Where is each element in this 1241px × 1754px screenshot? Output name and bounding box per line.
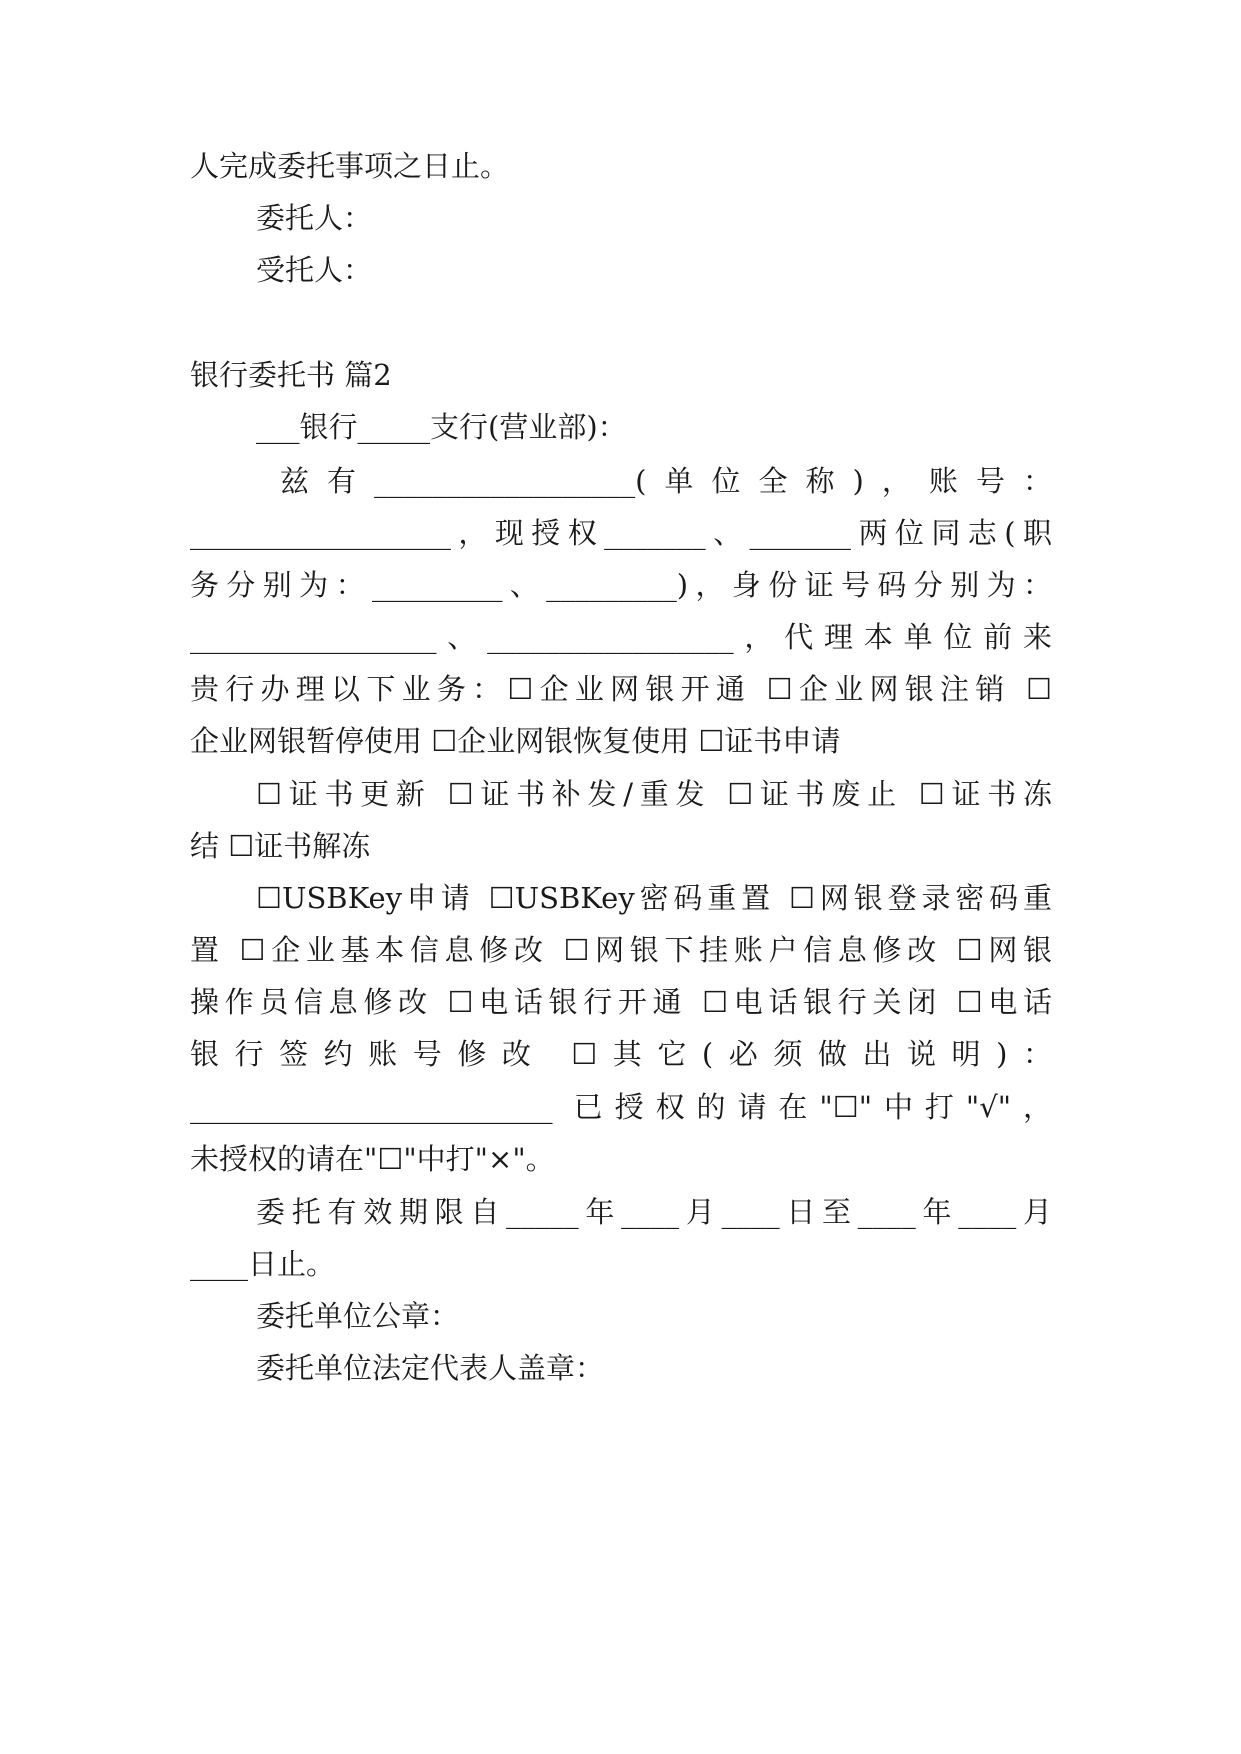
text-line: ☐证书更新 ☐证书补发/重发 ☐证书废止 ☐证书冻 [256,777,1052,811]
text-line: __________________，现授权_______、_______两位同志(职 [190,516,1052,550]
company-seal-label: 委托单位公章： [256,1299,460,1333]
text-line: 操作员信息修改 ☐电话银行开通 ☐电话银行关闭 ☐电话 [190,985,1052,1019]
text-line: ____日止。 [190,1247,336,1281]
legal-rep-seal-label: 委托单位法定代表人盖章： [256,1351,605,1385]
text-line: 兹有__________________(单位全称)，账号： [280,464,1052,498]
text-line: 人完成委托事项之日止。 [190,149,510,183]
text-line: 置 ☐企业基本信息修改 ☐网银下挂账户信息修改 ☐网银 [190,933,1052,967]
text-line: 企业网银暂停使用 ☐企业网银恢复使用 ☐证书申请 [190,724,841,758]
validity-period-line: 委托有效期限自_____年____月____日至____年____月 [256,1195,1052,1229]
entrustor-label: 委托人： [256,201,373,235]
text-line: 结 ☐证书解冻 [190,829,371,863]
text-line: 贵行办理以下业务：☐企业网银开通 ☐企业网银注销 ☐ [190,672,1052,706]
text-line: 银行签约账号修改 ☐其它(必须做出说明)： [190,1037,1052,1071]
text-line: _________________________ 已授权的请在"☐"中打"√"， [190,1090,1052,1124]
addressee-line: ___银行_____支行(营业部)： [256,410,627,444]
section-title: 银行委托书 篇2 [190,358,392,392]
text-line: 务分别为：_________、_________)，身份证号码分别为： [190,568,1052,602]
text-line: ☐USBKey申请 ☐USBKey密码重置 ☐网银登录密码重 [256,881,1052,915]
trustee-label: 受托人： [256,253,373,287]
text-line: 未授权的请在"☐"中打"×"。 [190,1142,555,1176]
text-line: _________________、_________________，代理本单位前来 [190,620,1052,654]
